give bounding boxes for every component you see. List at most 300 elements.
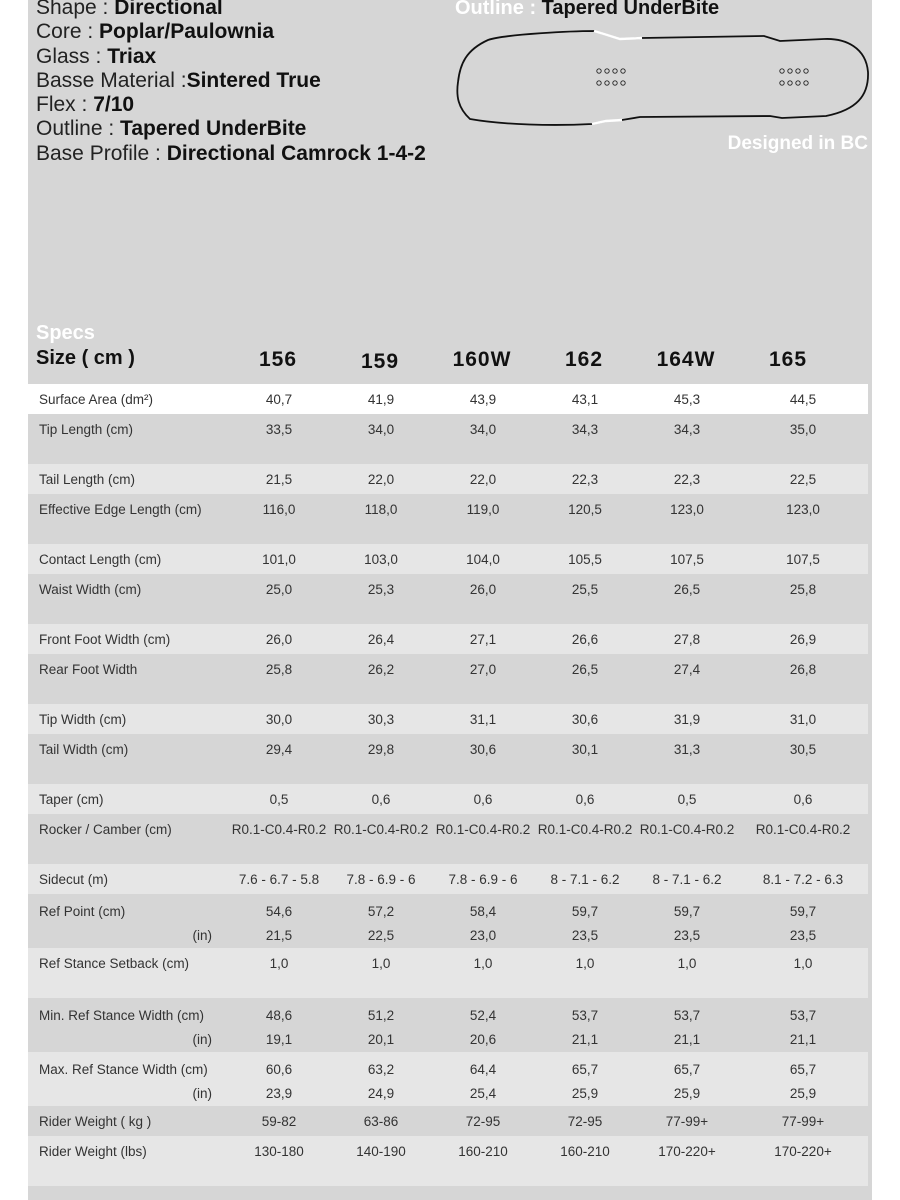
spec-subvalue: 20,6 — [469, 1032, 497, 1047]
spec-cell — [534, 384, 636, 414]
spec-value: 63-86 — [363, 1114, 399, 1129]
spec-value: 22,0 — [367, 472, 395, 487]
spec-table — [28, 384, 868, 1186]
spec-value: 21,5 — [265, 472, 293, 487]
board-edge-highlight-top — [594, 31, 642, 39]
spec-value: 30,3 — [367, 712, 395, 727]
spec-label-text: Min. Ref Stance Width (cm) — [39, 1008, 205, 1023]
spec-row — [28, 1106, 868, 1136]
spec-row-label — [28, 1052, 228, 1106]
spec-cell — [432, 414, 534, 464]
spec-label-text: Rider Weight (lbs) — [39, 1144, 147, 1159]
spec-cell — [432, 814, 534, 864]
front-insert-pattern — [597, 69, 625, 85]
spec-value: 72-95 — [567, 1114, 603, 1129]
spec-value: 34,3 — [571, 422, 599, 437]
spec-cell — [738, 998, 868, 1052]
spec-row-label — [28, 494, 228, 544]
spec-cell — [738, 1136, 868, 1186]
spec-row-label — [28, 624, 228, 654]
spec-value: 0,6 — [575, 792, 595, 807]
spec-value: 52,4 — [469, 1008, 497, 1023]
spec-value: 58,4 — [469, 904, 497, 919]
spec-value: 65,7 — [571, 1062, 599, 1077]
spec-value: 72-95 — [465, 1114, 501, 1129]
spec-label-text: Front Foot Width (cm) — [39, 632, 171, 647]
property-flex: Flex : 7/10 — [36, 93, 135, 117]
spec-value: 0,6 — [473, 792, 493, 807]
designed-in-label: Designed in BC — [727, 133, 868, 154]
spec-row-label — [28, 948, 228, 998]
spec-cell — [330, 414, 432, 464]
spec-cell — [738, 574, 868, 624]
spec-value: 30,1 — [571, 742, 599, 757]
spec-cell — [432, 1106, 534, 1136]
spec-row-label — [28, 1106, 228, 1136]
spec-row — [28, 1052, 868, 1106]
spec-cell — [228, 624, 330, 654]
spec-value: 64,4 — [469, 1062, 497, 1077]
spec-row — [28, 784, 868, 814]
spec-cell — [738, 814, 868, 864]
spec-cell — [636, 654, 738, 704]
spec-value: 0,6 — [371, 792, 391, 807]
spec-cell — [228, 864, 330, 894]
size-header-label: Size ( cm ) — [36, 347, 135, 369]
spec-subvalue: 25,9 — [789, 1086, 817, 1101]
spec-value: 31,3 — [673, 742, 701, 757]
spec-cell — [738, 494, 868, 544]
spec-value: R0.1-C0.4-R0.2 — [755, 822, 851, 837]
spec-subvalue: 25,4 — [469, 1086, 497, 1101]
spec-value: 118,0 — [364, 502, 398, 517]
spec-cell — [432, 544, 534, 574]
spec-value: 48,6 — [265, 1008, 293, 1023]
spec-value: 104,0 — [466, 552, 500, 567]
spec-value: 77-99+ — [665, 1114, 709, 1129]
board-outline-shape — [457, 31, 868, 125]
spec-value: 0,5 — [269, 792, 289, 807]
spec-cell — [738, 894, 868, 948]
spec-cell — [330, 734, 432, 784]
spec-cell — [738, 544, 868, 574]
spec-cell — [636, 414, 738, 464]
spec-cell — [636, 704, 738, 734]
spec-cell — [228, 464, 330, 494]
property-shape: Shape : Directional — [36, 0, 223, 19]
spec-value: 8 - 7.1 - 6.2 — [550, 872, 620, 887]
spec-value: 45,3 — [673, 392, 701, 407]
spec-cell — [330, 1052, 432, 1106]
spec-value: 0,5 — [677, 792, 697, 807]
spec-value: R0.1-C0.4-R0.2 — [537, 822, 633, 837]
spec-value: 26,2 — [367, 662, 395, 677]
size-159: 159 — [360, 350, 400, 373]
spec-cell — [330, 574, 432, 624]
spec-cell — [636, 544, 738, 574]
spec-cell — [228, 654, 330, 704]
size-164w: 164W — [656, 348, 716, 371]
spec-value: 8.1 - 7.2 - 6.3 — [762, 872, 844, 887]
size-162: 162 — [564, 348, 604, 371]
spec-cell — [534, 894, 636, 948]
spec-subvalue: 22,5 — [367, 928, 395, 943]
spec-label-text: Tail Width (cm) — [39, 742, 129, 757]
spec-sublabel-text: (in) — [192, 928, 212, 943]
spec-value: 25,0 — [265, 582, 293, 597]
spec-cell — [534, 624, 636, 654]
spec-subvalue: 23,5 — [789, 928, 817, 943]
spec-cell — [636, 734, 738, 784]
spec-cell — [738, 1106, 868, 1136]
spec-value: 0,6 — [793, 792, 813, 807]
spec-row — [28, 814, 868, 864]
spec-row-label — [28, 814, 228, 864]
spec-value: 29,8 — [367, 742, 395, 757]
spec-cell — [432, 624, 534, 654]
specs-heading: Specs — [36, 322, 95, 344]
spec-cell — [738, 948, 868, 998]
spec-value: 1,0 — [793, 956, 813, 971]
spec-cell — [432, 864, 534, 894]
spec-cell — [432, 998, 534, 1052]
spec-cell — [330, 864, 432, 894]
spec-cell — [330, 894, 432, 948]
spec-cell — [228, 814, 330, 864]
spec-cell — [432, 464, 534, 494]
spec-value: 41,9 — [367, 392, 395, 407]
spec-value: 8 - 7.1 - 6.2 — [652, 872, 722, 887]
spec-cell — [636, 494, 738, 544]
spec-value: 43,1 — [571, 392, 599, 407]
spec-cell — [534, 1052, 636, 1106]
spec-value: 33,5 — [265, 422, 293, 437]
spec-value: 30,5 — [789, 742, 817, 757]
spec-cell — [534, 574, 636, 624]
spec-cell — [228, 414, 330, 464]
spec-value: R0.1-C0.4-R0.2 — [639, 822, 735, 837]
spec-label-text: Taper (cm) — [39, 792, 104, 807]
spec-cell — [228, 1052, 330, 1106]
size-165: 165 — [768, 348, 808, 371]
spec-label-text: Max. Ref Stance Width (cm) — [39, 1062, 208, 1077]
spec-value: 25,3 — [367, 582, 395, 597]
spec-row — [28, 464, 868, 494]
property-base-profile: Base Profile : Directional Camrock 1-4-2 — [36, 141, 426, 165]
spec-value: 26,4 — [367, 632, 395, 647]
spec-value: 29,4 — [265, 742, 293, 757]
spec-value: 44,5 — [789, 392, 817, 407]
spec-subvalue: 24,9 — [367, 1086, 395, 1101]
spec-label-text: Ref Stance Setback (cm) — [39, 956, 190, 971]
spec-value: 26,0 — [469, 582, 497, 597]
spec-cell — [534, 784, 636, 814]
spec-value: 54,6 — [265, 904, 293, 919]
spec-cell — [534, 494, 636, 544]
spec-row — [28, 1136, 868, 1186]
spec-value: R0.1-C0.4-R0.2 — [231, 822, 327, 837]
spec-cell — [534, 1136, 636, 1186]
spec-value: 1,0 — [269, 956, 289, 971]
spec-row-label — [28, 384, 228, 414]
spec-value: 105,5 — [568, 552, 602, 567]
spec-label-text: Contact Length (cm) — [39, 552, 162, 567]
spec-cell — [534, 864, 636, 894]
spec-value: 26,5 — [673, 582, 701, 597]
spec-cell — [738, 734, 868, 784]
spec-cell — [432, 704, 534, 734]
spec-value: 22,3 — [571, 472, 599, 487]
spec-cell — [330, 654, 432, 704]
spec-cell — [330, 544, 432, 574]
spec-cell — [636, 624, 738, 654]
spec-subvalue: 21,1 — [571, 1032, 599, 1047]
spec-cell — [534, 814, 636, 864]
board-properties — [36, 0, 426, 166]
spec-value: 22,5 — [789, 472, 817, 487]
spec-value: 34,0 — [367, 422, 395, 437]
spec-cell — [636, 1106, 738, 1136]
spec-value: 35,0 — [789, 422, 817, 437]
spec-sheet — [28, 0, 872, 1200]
spec-value: 7.6 - 6.7 - 5.8 — [238, 872, 320, 887]
spec-value: 107,5 — [670, 552, 704, 567]
spec-value: 34,0 — [469, 422, 497, 437]
spec-cell — [330, 998, 432, 1052]
spec-row-label — [28, 544, 228, 574]
spec-cell — [228, 704, 330, 734]
outline-title: Outline : Tapered UnderBite — [455, 0, 720, 19]
spec-row — [28, 624, 868, 654]
spec-value: 53,7 — [571, 1008, 599, 1023]
spec-value: 31,0 — [789, 712, 817, 727]
spec-cell — [636, 464, 738, 494]
spec-row-label — [28, 414, 228, 464]
spec-cell — [432, 1136, 534, 1186]
spec-cell — [738, 654, 868, 704]
spec-value: 119,0 — [466, 502, 500, 517]
spec-cell — [738, 464, 868, 494]
spec-label-text: Surface Area (dm²) — [39, 392, 154, 407]
spec-value: 40,7 — [265, 392, 293, 407]
spec-value: 26,5 — [571, 662, 599, 677]
spec-row-label — [28, 574, 228, 624]
spec-row — [28, 654, 868, 704]
spec-cell — [636, 864, 738, 894]
spec-cell — [228, 948, 330, 998]
spec-row-label — [28, 464, 228, 494]
spec-value: 7.8 - 6.9 - 6 — [346, 872, 416, 887]
spec-cell — [330, 948, 432, 998]
spec-row — [28, 384, 868, 414]
spec-cell — [330, 1106, 432, 1136]
spec-value: 22,0 — [469, 472, 497, 487]
spec-cell — [228, 734, 330, 784]
spec-label-text: Ref Point (cm) — [39, 904, 126, 919]
spec-value: 170-220+ — [774, 1144, 832, 1159]
spec-value: 25,8 — [789, 582, 817, 597]
spec-value: 7.8 - 6.9 - 6 — [448, 872, 518, 887]
spec-cell — [534, 544, 636, 574]
spec-row-label — [28, 1136, 228, 1186]
spec-value: 120,5 — [568, 502, 602, 517]
spec-value: 59-82 — [261, 1114, 297, 1129]
spec-value: 59,7 — [673, 904, 701, 919]
spec-value: 27,1 — [469, 632, 497, 647]
spec-value: 34,3 — [673, 422, 701, 437]
spec-value: 27,0 — [469, 662, 497, 677]
board-outline-illustration — [454, 26, 872, 130]
spec-row — [28, 894, 868, 948]
spec-row-label — [28, 784, 228, 814]
spec-cell — [228, 494, 330, 544]
spec-value: 26,8 — [789, 662, 817, 677]
spec-cell — [636, 1136, 738, 1186]
spec-cell — [432, 784, 534, 814]
spec-cell — [432, 574, 534, 624]
spec-value: 160-210 — [560, 1144, 610, 1159]
spec-value: 25,8 — [265, 662, 293, 677]
spec-cell — [738, 704, 868, 734]
spec-cell — [534, 464, 636, 494]
spec-cell — [636, 1052, 738, 1106]
spec-cell — [228, 384, 330, 414]
spec-label-text: Tip Length (cm) — [39, 422, 134, 437]
spec-value: 170-220+ — [658, 1144, 716, 1159]
spec-label-text: Sidecut (m) — [39, 872, 109, 887]
spec-value: 160-210 — [458, 1144, 508, 1159]
spec-value: 31,9 — [673, 712, 701, 727]
spec-subvalue: 19,1 — [265, 1032, 293, 1047]
spec-cell — [330, 624, 432, 654]
spec-cell — [636, 948, 738, 998]
property-glass: Glass : Triax — [36, 44, 157, 68]
spec-value: 51,2 — [367, 1008, 395, 1023]
spec-subvalue: 21,1 — [789, 1032, 817, 1047]
size-156: 156 — [258, 348, 298, 371]
spec-subvalue: 23,9 — [265, 1086, 293, 1101]
spec-cell — [228, 1106, 330, 1136]
spec-cell — [432, 494, 534, 544]
spec-value: 26,0 — [265, 632, 293, 647]
spec-value: 53,7 — [789, 1008, 817, 1023]
spec-value: 53,7 — [673, 1008, 701, 1023]
spec-value: R0.1-C0.4-R0.2 — [435, 822, 531, 837]
spec-cell — [228, 784, 330, 814]
spec-cell — [330, 384, 432, 414]
spec-value: 43,9 — [469, 392, 497, 407]
spec-cell — [636, 814, 738, 864]
spec-cell — [330, 1136, 432, 1186]
spec-cell — [534, 734, 636, 784]
spec-value: 25,5 — [571, 582, 599, 597]
spec-label-text: Waist Width (cm) — [39, 582, 142, 597]
spec-value: 130-180 — [254, 1144, 304, 1159]
size-160w: 160W — [452, 348, 512, 371]
spec-cell — [432, 654, 534, 704]
size-header-row — [28, 347, 872, 377]
spec-cell — [228, 894, 330, 948]
spec-value: 1,0 — [371, 956, 391, 971]
spec-value: 57,2 — [367, 904, 395, 919]
spec-value: 59,7 — [789, 904, 817, 919]
spec-value: 59,7 — [571, 904, 599, 919]
board-edge-highlight-bottom — [592, 120, 622, 124]
spec-cell — [432, 384, 534, 414]
spec-row — [28, 494, 868, 544]
spec-row-label — [28, 998, 228, 1052]
spec-cell — [330, 784, 432, 814]
spec-cell — [330, 814, 432, 864]
spec-row-label — [28, 654, 228, 704]
property-core: Core : Poplar/Paulownia — [36, 20, 275, 44]
spec-cell — [738, 414, 868, 464]
spec-cell — [432, 948, 534, 998]
spec-cell — [534, 704, 636, 734]
spec-cell — [636, 384, 738, 414]
spec-cell — [330, 704, 432, 734]
spec-value: 1,0 — [575, 956, 595, 971]
spec-value: 27,8 — [673, 632, 701, 647]
spec-row — [28, 574, 868, 624]
spec-cell — [432, 894, 534, 948]
spec-value: 140-190 — [356, 1144, 406, 1159]
spec-row — [28, 734, 868, 784]
spec-sublabel-text: (in) — [192, 1032, 212, 1047]
spec-subvalue: 23,0 — [469, 928, 497, 943]
spec-value: 27,4 — [673, 662, 701, 677]
spec-value: 101,0 — [262, 552, 296, 567]
spec-cell — [534, 998, 636, 1052]
spec-value: 107,5 — [786, 552, 820, 567]
spec-row-label — [28, 864, 228, 894]
spec-value: 116,0 — [262, 502, 296, 517]
spec-value: 1,0 — [473, 956, 493, 971]
spec-subvalue: 23,5 — [571, 928, 599, 943]
spec-label-text: Rider Weight ( kg ) — [39, 1114, 152, 1129]
property-outline: Outline : Tapered UnderBite — [36, 117, 307, 141]
spec-subvalue: 23,5 — [673, 928, 701, 943]
spec-value: 31,1 — [469, 712, 497, 727]
spec-cell — [534, 654, 636, 704]
spec-row — [28, 948, 868, 998]
spec-value: 30,6 — [571, 712, 599, 727]
spec-cell — [330, 464, 432, 494]
spec-label-text: Tip Width (cm) — [39, 712, 127, 727]
spec-value: 30,6 — [469, 742, 497, 757]
spec-cell — [534, 414, 636, 464]
spec-value: 26,6 — [571, 632, 599, 647]
spec-row — [28, 998, 868, 1052]
spec-cell — [228, 1136, 330, 1186]
spec-value: 65,7 — [789, 1062, 817, 1077]
spec-cell — [330, 494, 432, 544]
spec-sublabel-text: (in) — [192, 1086, 212, 1101]
spec-value: 26,9 — [789, 632, 817, 647]
spec-value: 22,3 — [673, 472, 701, 487]
spec-label-text: Effective Edge Length (cm) — [39, 502, 202, 517]
spec-cell — [636, 894, 738, 948]
spec-value: 63,2 — [367, 1062, 395, 1077]
spec-value: 77-99+ — [781, 1114, 825, 1129]
spec-value: 123,0 — [786, 502, 820, 517]
spec-value: 1,0 — [677, 956, 697, 971]
spec-cell — [738, 1052, 868, 1106]
spec-cell — [534, 1106, 636, 1136]
spec-cell — [738, 384, 868, 414]
spec-row — [28, 864, 868, 894]
spec-cell — [432, 734, 534, 784]
